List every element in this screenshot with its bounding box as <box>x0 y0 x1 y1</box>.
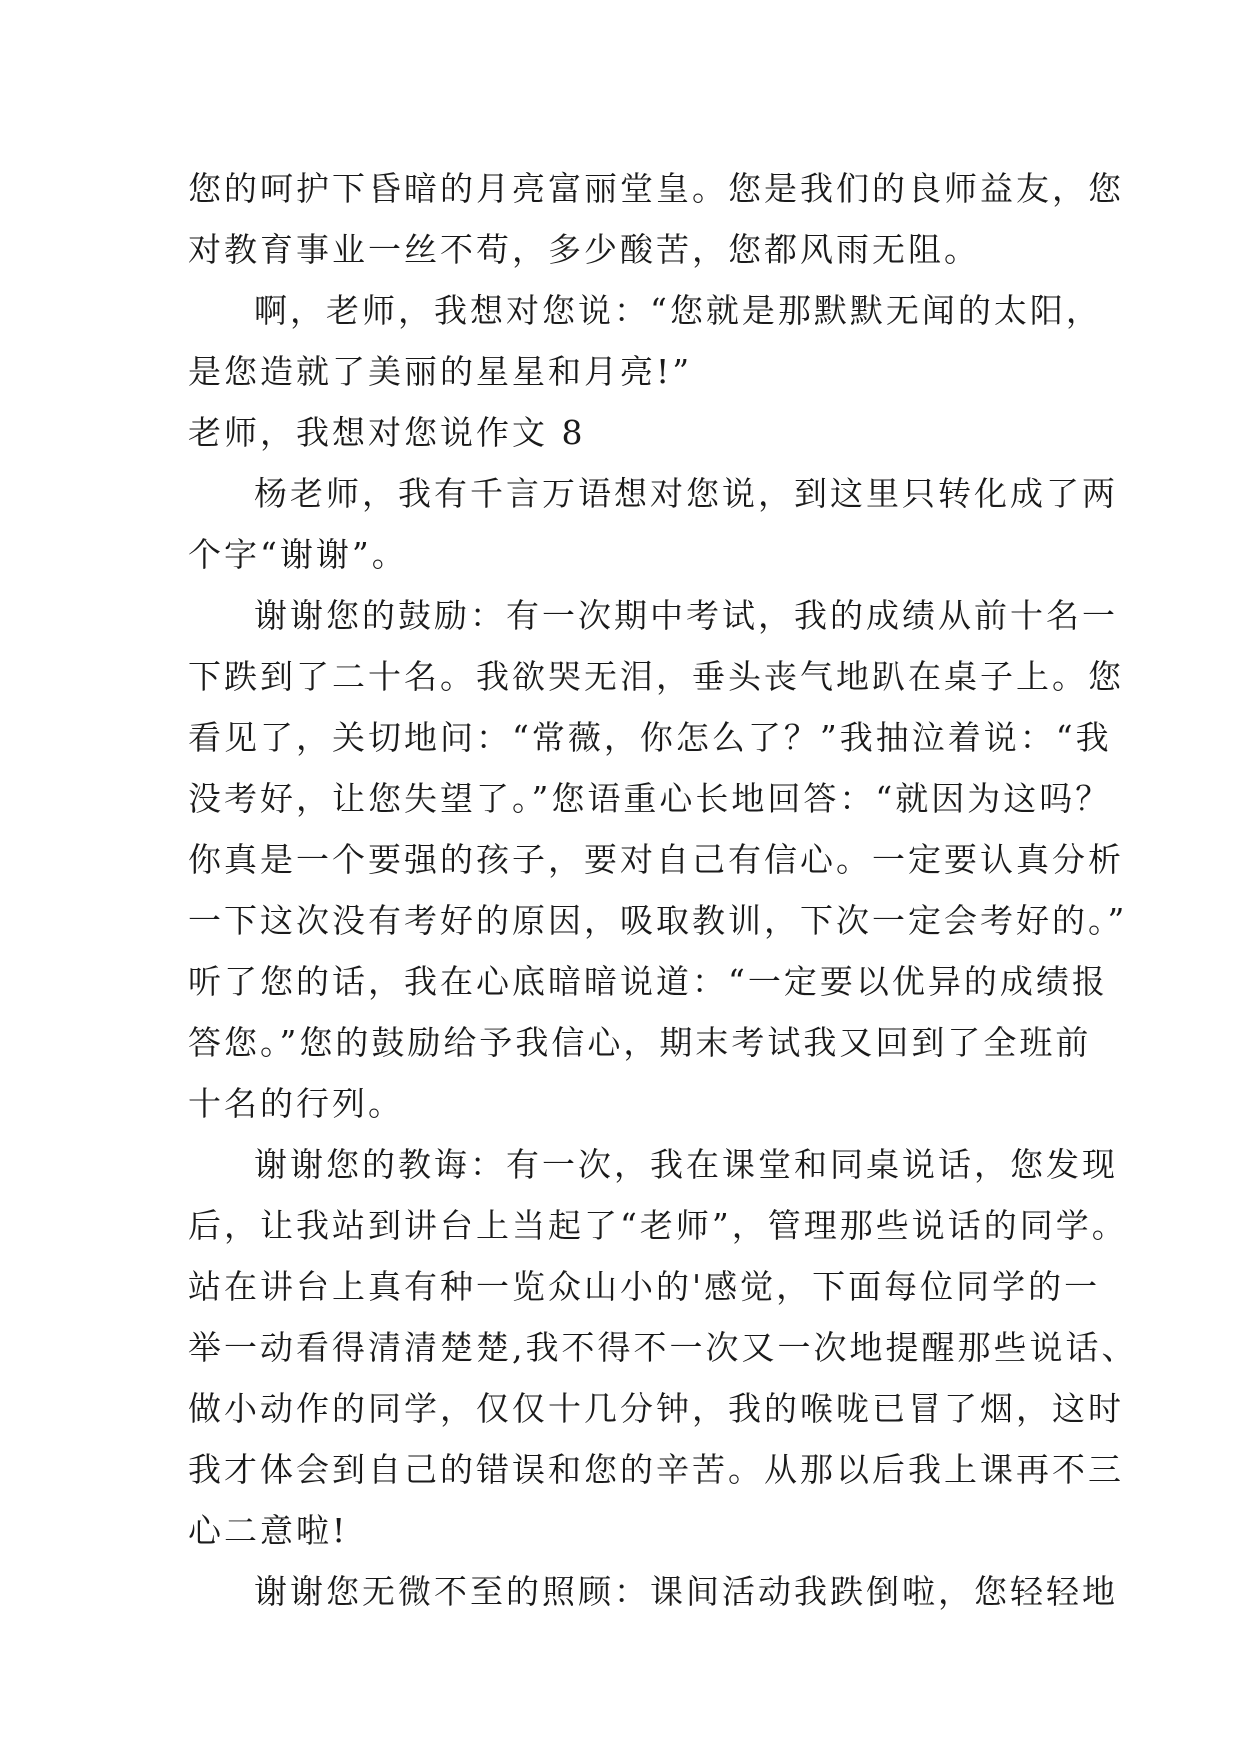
text-line: 举一动看得清清楚楚,我不得不一次又一次地提醒那些说话、 <box>188 1328 1138 1367</box>
text-line: 看见了，关切地问：“常薇，你怎么了？”我抽泣着说：“我 <box>188 718 1112 757</box>
text-line: 个字“谢谢”。 <box>188 535 408 574</box>
text-line: 是您造就了美丽的星星和月亮!” <box>188 352 693 391</box>
text-line: 下跌到了二十名。我欲哭无泪，垂头丧气地趴在桌子上。您 <box>188 657 1124 696</box>
text-line: 谢谢您无微不至的照顾：课间活动我跌倒啦，您轻轻地 <box>254 1572 1118 1611</box>
text-line: 十名的行列。 <box>188 1084 404 1123</box>
text-line: 你真是一个要强的孩子，要对自己有信心。一定要认真分析 <box>188 840 1124 879</box>
text-line: 杨老师，我有千言万语想对您说，到这里只转化成了两 <box>254 474 1118 513</box>
text-line: 站在讲台上真有种一览众山小的'感觉，下面每位同学的一 <box>188 1267 1101 1306</box>
text-line: 老师，我想对您说作文 8 <box>188 413 586 452</box>
document-body <box>188 158 1138 1622</box>
text-line: 听了您的话，我在心底暗暗说道：“一定要以优异的成绩报 <box>188 962 1108 1001</box>
text-line: 谢谢您的教诲：有一次，我在课堂和同桌说话，您发现 <box>254 1145 1118 1184</box>
text-line: 对教育事业一丝不苟，多少酸苦，您都风雨无阻。 <box>188 230 980 269</box>
text-line: 啊，老师，我想对您说：“您就是那默默无闻的太阳， <box>254 291 1102 330</box>
text-line: 做小动作的同学，仅仅十几分钟，我的喉咙已冒了烟，这时 <box>188 1389 1124 1428</box>
text-line: 心二意啦! <box>188 1511 349 1550</box>
text-line: 一下这次没有考好的原因，吸取教训，下次一定会考好的。” <box>188 901 1128 940</box>
text-line: 您的呵护下昏暗的月亮富丽堂皇。您是我们的良师益友，您 <box>188 169 1124 208</box>
text-line: 我才体会到自己的错误和您的辛苦。从那以后我上课再不三 <box>188 1450 1124 1489</box>
text-line: 谢谢您的鼓励：有一次期中考试，我的成绩从前十名一 <box>254 596 1118 635</box>
text-line: 答您。”您的鼓励给予我信心，期末考试我又回到了全班前 <box>188 1023 1092 1062</box>
text-line: 没考好，让您失望了。”您语重心长地回答：“就因为这吗？ <box>188 779 1112 818</box>
text-line: 后，让我站到讲台上当起了“老师”，管理那些说话的同学。 <box>188 1206 1128 1245</box>
